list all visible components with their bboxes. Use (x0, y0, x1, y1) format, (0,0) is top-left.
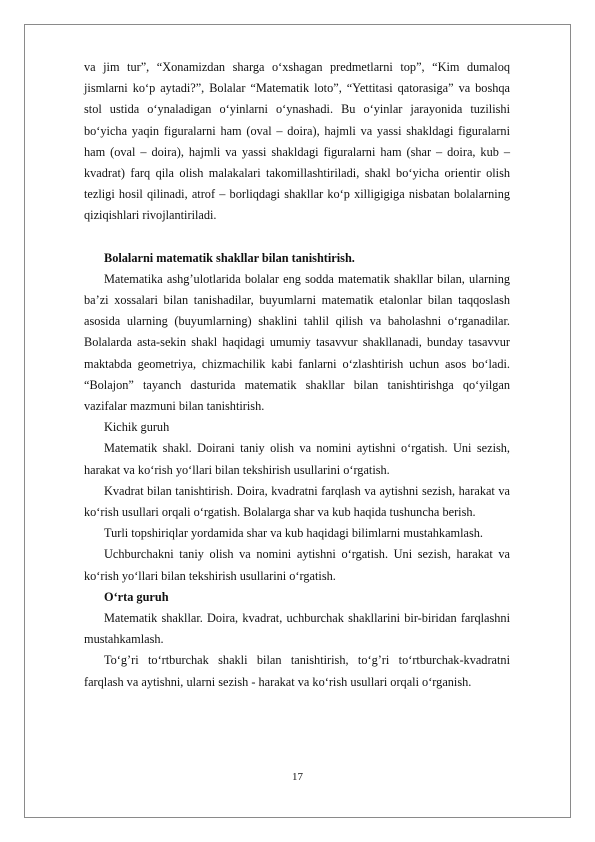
subheading-kichik-guruh: Kichik guruh (104, 420, 170, 435)
paragraph-tortburchak: To‘g’ri to‘rtburchak shakli bilan tanishtirish, to‘g’ri to‘rtburchak-kvadratni farqlash va aytishni, ularni sezish - harakat va ko‘rish usullari orqali o‘rganish. (84, 653, 510, 689)
paragraph-shar-kub: Turli topshiriqlar yordamida shar va kub haqidagi bilimlarni mustahkamlash. (104, 526, 483, 541)
paragraph-uchburchak: Uchburchakni taniy olish va nomini aytishni o‘rgatish. Uni sezish, harakat va ko‘rish yo‘llari bilan tekshirish usullarini o‘rgatish. (84, 547, 510, 583)
page-number: 17 (292, 771, 303, 783)
paragraph-intro: va jim tur”, “Xonamizdan sharga o‘xshagan predmetlarni top”, “Kim dumaloq jismlarni ko‘p aytadi?”, Bolalar “Matematik loto”, “Yettitasi qatorasiga” va boshqa stol ustida o‘ynaladigan o‘yinlarni o‘ynashadi. Bu o‘yinlar jarayonida tuzilishi bo‘yicha yaqin figuralarni ham (oval – doira), hajmli va yassi shakldagi figuralarni ham (oval – doira), hajmli va yassi shakldagi figuralarni ham (shar – doira, kub – kvadrat) farq qila olish malakalari takomillashtiriladi, shakl bo‘yicha orientir olish tezligi hosil qilinadi, atrof – borliqdagi shakllar ko‘p xilligigiga nisbatan bolalarning qiziqishlari rivojlantiriladi. (84, 60, 510, 223)
paragraph-kvadrat: Kvadrat bilan tanishtirish. Doira, kvadratni farqlash va aytishni sezish, harakat va ko‘rish usullari orqali o‘rgatish. Bolalarga shar va kub haqida tushuncha berish. (84, 483, 510, 520)
paragraph-overview: Matematika ashg’ulotlarida bolalar eng sodda matematik shakllar bilan, ularning ba’zi xossalari bilan tanishadilar, buyumlarni matematik etalonlar bilan taqqoslash asosida ularning (buyumlarning) shaklini tahlil qilish va baholashni o‘rganadilar. Bolalarda asta-sekin shakl haqidagi umumiy tasavvur shakllanadi, bunday tasavvur maktabda geometriya, chizmachilik kabi fanlarni o‘zlashtirish uchun asos bo‘ladi. “Bolajon” tayanch dasturida matematik shakllar bilan tanishtirishga qo‘yilgan vazifalar mazmuni bilan tanishtirish. (84, 271, 510, 414)
page-content (84, 57, 510, 693)
paragraph-doira: Matematik shakl. Doirani taniy olish va nomini aytishni o‘rgatish. Uni sezish, harakat va ko‘rish yo‘llari bilan tekshirish usullarini o‘rgatish. (84, 441, 510, 477)
paragraph-shakllar: Matematik shakllar. Doira, kvadrat, uchburchak shakllarini bir-biridan farqlashni mustahkamlash. (84, 611, 510, 647)
subheading-orta-guruh: O‘rta guruh (104, 589, 169, 604)
section-heading: Bolalarni matematik shakllar bilan tanishtirish. (104, 250, 355, 265)
